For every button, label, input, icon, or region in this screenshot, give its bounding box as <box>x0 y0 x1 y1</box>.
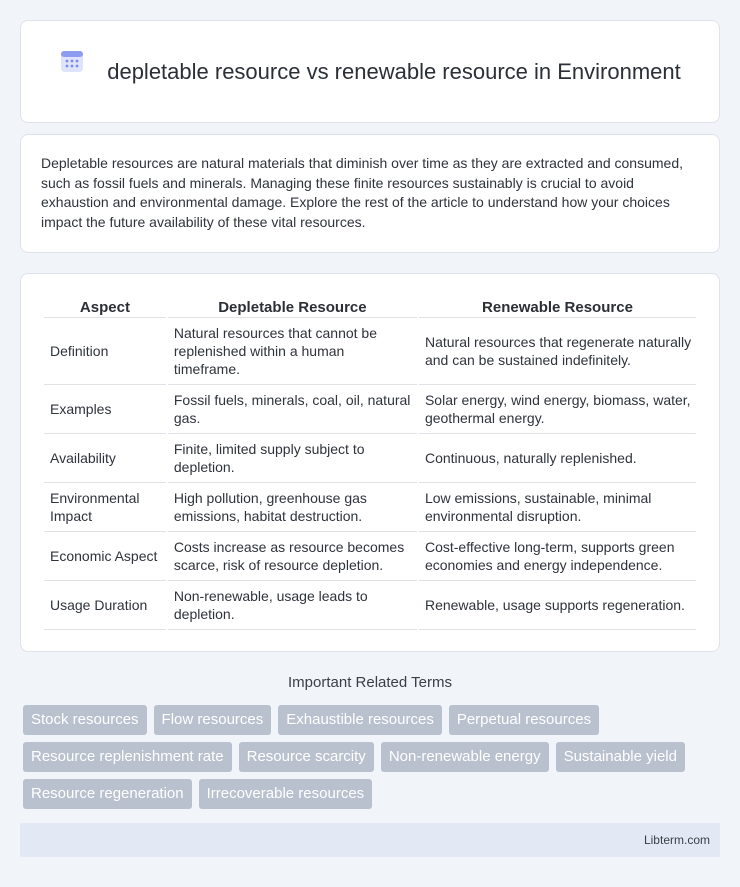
footer <box>20 823 720 857</box>
cell-aspect: Examples <box>44 385 166 434</box>
cell-renewable: Low emissions, sustainable, minimal environmental disruption. <box>419 483 696 532</box>
cell-renewable: Continuous, naturally replenished. <box>419 434 696 483</box>
cell-renewable: Renewable, usage supports regeneration. <box>419 581 696 630</box>
table-row <box>44 434 696 483</box>
header-renewable: Renewable Resource <box>419 296 696 318</box>
cell-renewable: Cost-effective long-term, supports green economies and energy independence. <box>419 532 696 581</box>
cell-renewable: Solar energy, wind energy, biomass, water, geothermal energy. <box>419 385 696 434</box>
comparison-table-card <box>20 273 720 652</box>
tag-flow-resources[interactable]: Flow resources <box>154 705 272 735</box>
table-header-row <box>44 296 696 318</box>
table-row <box>44 581 696 630</box>
cell-depletable: Costs increase as resource becomes scarce, risk of resource depletion. <box>168 532 417 581</box>
cell-aspect: Definition <box>44 318 166 385</box>
tag-resource-regeneration[interactable]: Resource regeneration <box>23 779 192 809</box>
cell-renewable: Natural resources that regenerate naturally and can be sustained indefinitely. <box>419 318 696 385</box>
tag-sustainable-yield[interactable]: Sustainable yield <box>556 742 685 772</box>
tag-resource-replenishment-rate[interactable]: Resource replenishment rate <box>23 742 232 772</box>
tag-non-renewable-energy[interactable]: Non-renewable energy <box>381 742 549 772</box>
tag-exhaustible-resources[interactable]: Exhaustible resources <box>278 705 442 735</box>
cell-aspect: Environmental Impact <box>44 483 166 532</box>
cell-depletable: Finite, limited supply subject to depletion. <box>168 434 417 483</box>
intro-paragraph: Depletable resources are natural materials that diminish over time as they are extracted and consumed, such as fossil fuels and minerals. Managing these finite resources sustainably is crucial to avoid exhaustion and environmental damage. Explore the rest of the article to understand how your choices impact the future availability of these vital resources. <box>41 155 683 230</box>
table-row <box>44 318 696 385</box>
tag-resource-scarcity[interactable]: Resource scarcity <box>239 742 374 772</box>
page-title: depletable resource vs renewable resource in Environment <box>107 59 681 84</box>
header-depletable: Depletable Resource <box>168 296 417 318</box>
cell-depletable: High pollution, greenhouse gas emissions, habitat destruction. <box>168 483 417 532</box>
table-row <box>44 532 696 581</box>
header-card <box>20 20 720 123</box>
cell-aspect: Availability <box>44 434 166 483</box>
cell-depletable: Fossil fuels, minerals, coal, oil, natural gas. <box>168 385 417 434</box>
header-aspect: Aspect <box>44 296 166 318</box>
tag-perpetual-resources[interactable]: Perpetual resources <box>449 705 599 735</box>
cell-depletable: Non-renewable, usage leads to depletion. <box>168 581 417 630</box>
cell-depletable: Natural resources that cannot be replenished within a human timeframe. <box>168 318 417 385</box>
tag-irrecoverable-resources[interactable]: Irrecoverable resources <box>199 779 373 809</box>
footer-brand[interactable]: Libterm.com <box>643 833 710 847</box>
related-terms-tags <box>23 705 723 809</box>
related-terms-title: Important Related Terms <box>288 674 452 691</box>
cell-aspect: Usage Duration <box>44 581 166 630</box>
comparison-table <box>42 296 698 630</box>
cell-aspect: Economic Aspect <box>44 532 166 581</box>
calendar-icon <box>59 48 85 74</box>
tag-stock-resources[interactable]: Stock resources <box>23 705 147 735</box>
intro-card <box>20 134 720 253</box>
table-row <box>44 385 696 434</box>
table-row <box>44 483 696 532</box>
